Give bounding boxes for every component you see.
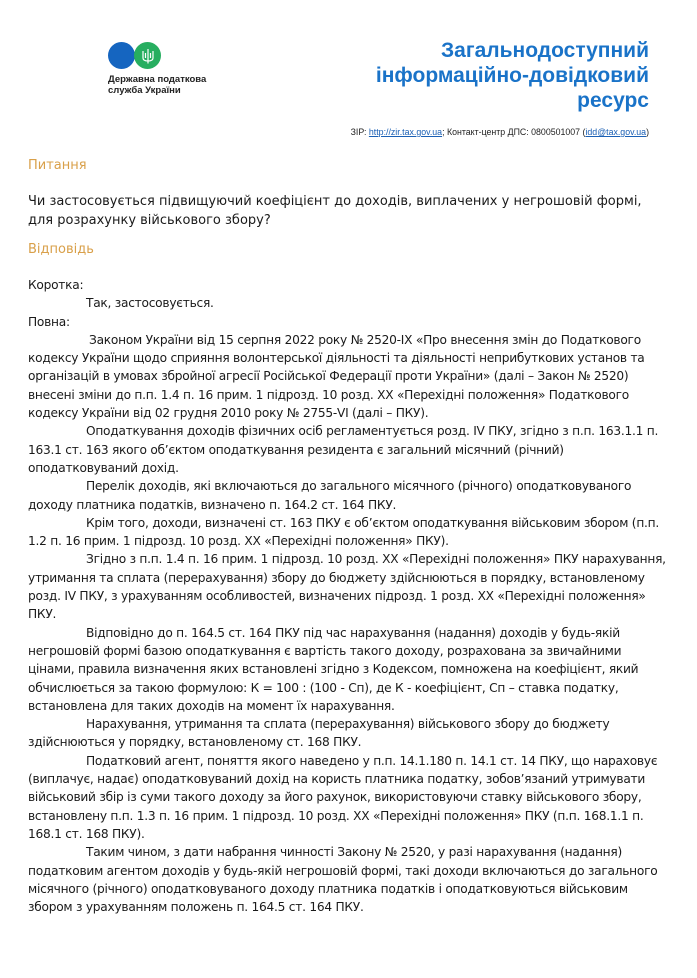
- contact-closing: ): [646, 127, 649, 137]
- short-answer: Так, застосовується.: [86, 296, 214, 311]
- contact-center-label: ; Контакт-центр ДПС: 0800501007 (: [442, 127, 586, 137]
- answer-body: [28, 276, 668, 916]
- short-label: Коротка:: [28, 278, 84, 292]
- logo-circles: [108, 42, 168, 70]
- logo-blue-circle: [108, 42, 135, 69]
- answer-paragraph: Крім того, доходи, визначені ст. 163 ПКУ є об’єктом оподаткування військовим збором (п.п. 1.2 п. 16 прим. 1 підрозд. 10 розд. XX «Перехідні положення» ПКУ).: [28, 515, 659, 549]
- resource-title-line2: інформаційно-довідковий: [375, 64, 649, 87]
- answer-title: Відповідь: [28, 242, 94, 257]
- answer-paragraph: Перелік доходів, які включаються до загального місячного (річного) оподатковуваного доходу платника податків, визначено п. 164.2 ст. 164 ПКУ.: [28, 479, 632, 512]
- answer-paragraph: Законом України від 15 серпня 2022 року № 2520-IX «Про внесення змін до Податкового кодексу України щодо сприяння волонтерської діяльності та діяльності неприбуткових установ та організацій в умовах збройної агресії Російської Федерації проти України» (далі – Закон № 2520) внесені зміни до п.п. 1.4 п. 16 прим. 1 підрозд. 10 розд. XX «Перехідні положення» Податкового кодексу України від 02 грудня 2010 року № 2755-VI (далі – ПКУ).: [28, 332, 645, 421]
- contact-line: [351, 127, 649, 137]
- answer-paragraph: Відповідно до п. 164.5 ст. 164 ПКУ під час нарахування (надання) доходів у будь-якій негрошовій формі базою оподаткування є вартість такого доходу, розрахована за звичайними цінами, правила визначення яких встановлені згідно з Кодексом, помножена на коефіцієнт, який обчислюється за такою формулою: К = 100 : (100 - Сп), де К - коефіцієнт, Сп – ставка податку, встановлена для таких доходів на момент їх нарахування.: [28, 625, 639, 713]
- logo-text-line2: служба України: [108, 85, 181, 96]
- resource-title: [376, 38, 649, 113]
- resource-title-line3: ресурс: [577, 89, 649, 112]
- email-link[interactable]: idd@tax.gov.ua: [585, 127, 647, 137]
- zir-label: ЗІР:: [350, 127, 369, 137]
- answer-paragraph: Оподаткування доходів фізичних осіб регламентується розд. IV ПКУ, згідно з п.п. 163.1.1 п. 163.1 ст. 163 якого об’єктом оподаткування резидента є загальний місячний (річний) оподатковуваний дохід.: [28, 424, 659, 475]
- full-label: Повна:: [28, 314, 70, 329]
- resource-title-line1: Загальнодоступний: [441, 39, 649, 62]
- answer-paragraph: Нарахування, утримання та сплата (перерахування) військового збору до бюджету здійснюються у порядку, встановленому ст. 168 ПКУ.: [28, 717, 610, 750]
- question-text: Чи застосовується підвищуючий коефіцієнт до доходів, виплачених у негрошовій формі, для розрахунку військового збору?: [28, 194, 642, 228]
- zir-link[interactable]: http://zir.tax.gov.ua: [368, 127, 443, 137]
- answer-paragraph: Згідно з п.п. 1.4 п. 16 прим. 1 підрозд. 10 розд. XX «Перехідні положення» ПКУ нарахування, утримання та сплата (перерахування) збору до бюджету здійснюються в порядку, встановленому розд. IV ПКУ, з урахуванням особливостей, визначених підрозд. 1 розд. XX «Перехідні положення» ПКУ.: [28, 552, 666, 622]
- logo-text: [108, 74, 206, 96]
- answer-paragraph: Таким чином, з дати набрання чинності Закону № 2520, у разі нарахування (надання) податковим агентом доходів у будь-якій негрошовій формі, такі доходи включаються до загального місячного (річного) оподатковуваного доходу платника податків і оподатковуються військовим збором з урахуванням положень п. 164.5 ст. 164 ПКУ.: [28, 845, 658, 915]
- answer-paragraph: Податковий агент, поняття якого наведено у п.п. 14.1.180 п. 14.1 ст. 14 ПКУ, що нараховує (виплачує, надає) оподатковуваний дохід на користь платника податку, зобов’язаний утримувати військовий збір із суми такого доходу за його рахунок, використовуючи ставку військового збору, встановлену п.п. 1.3 п. 16 прим. 1 підрозд. 10 розд. XX «Перехідні положення» ПКУ (п.п. 168.1.1 п. 168.1 ст. 168 ПКУ).: [28, 753, 658, 841]
- trident-icon: [134, 42, 161, 69]
- logo-text-line1: Державна податкова: [108, 74, 207, 85]
- question-title: Питання: [28, 158, 87, 173]
- dps-logo: [108, 42, 206, 96]
